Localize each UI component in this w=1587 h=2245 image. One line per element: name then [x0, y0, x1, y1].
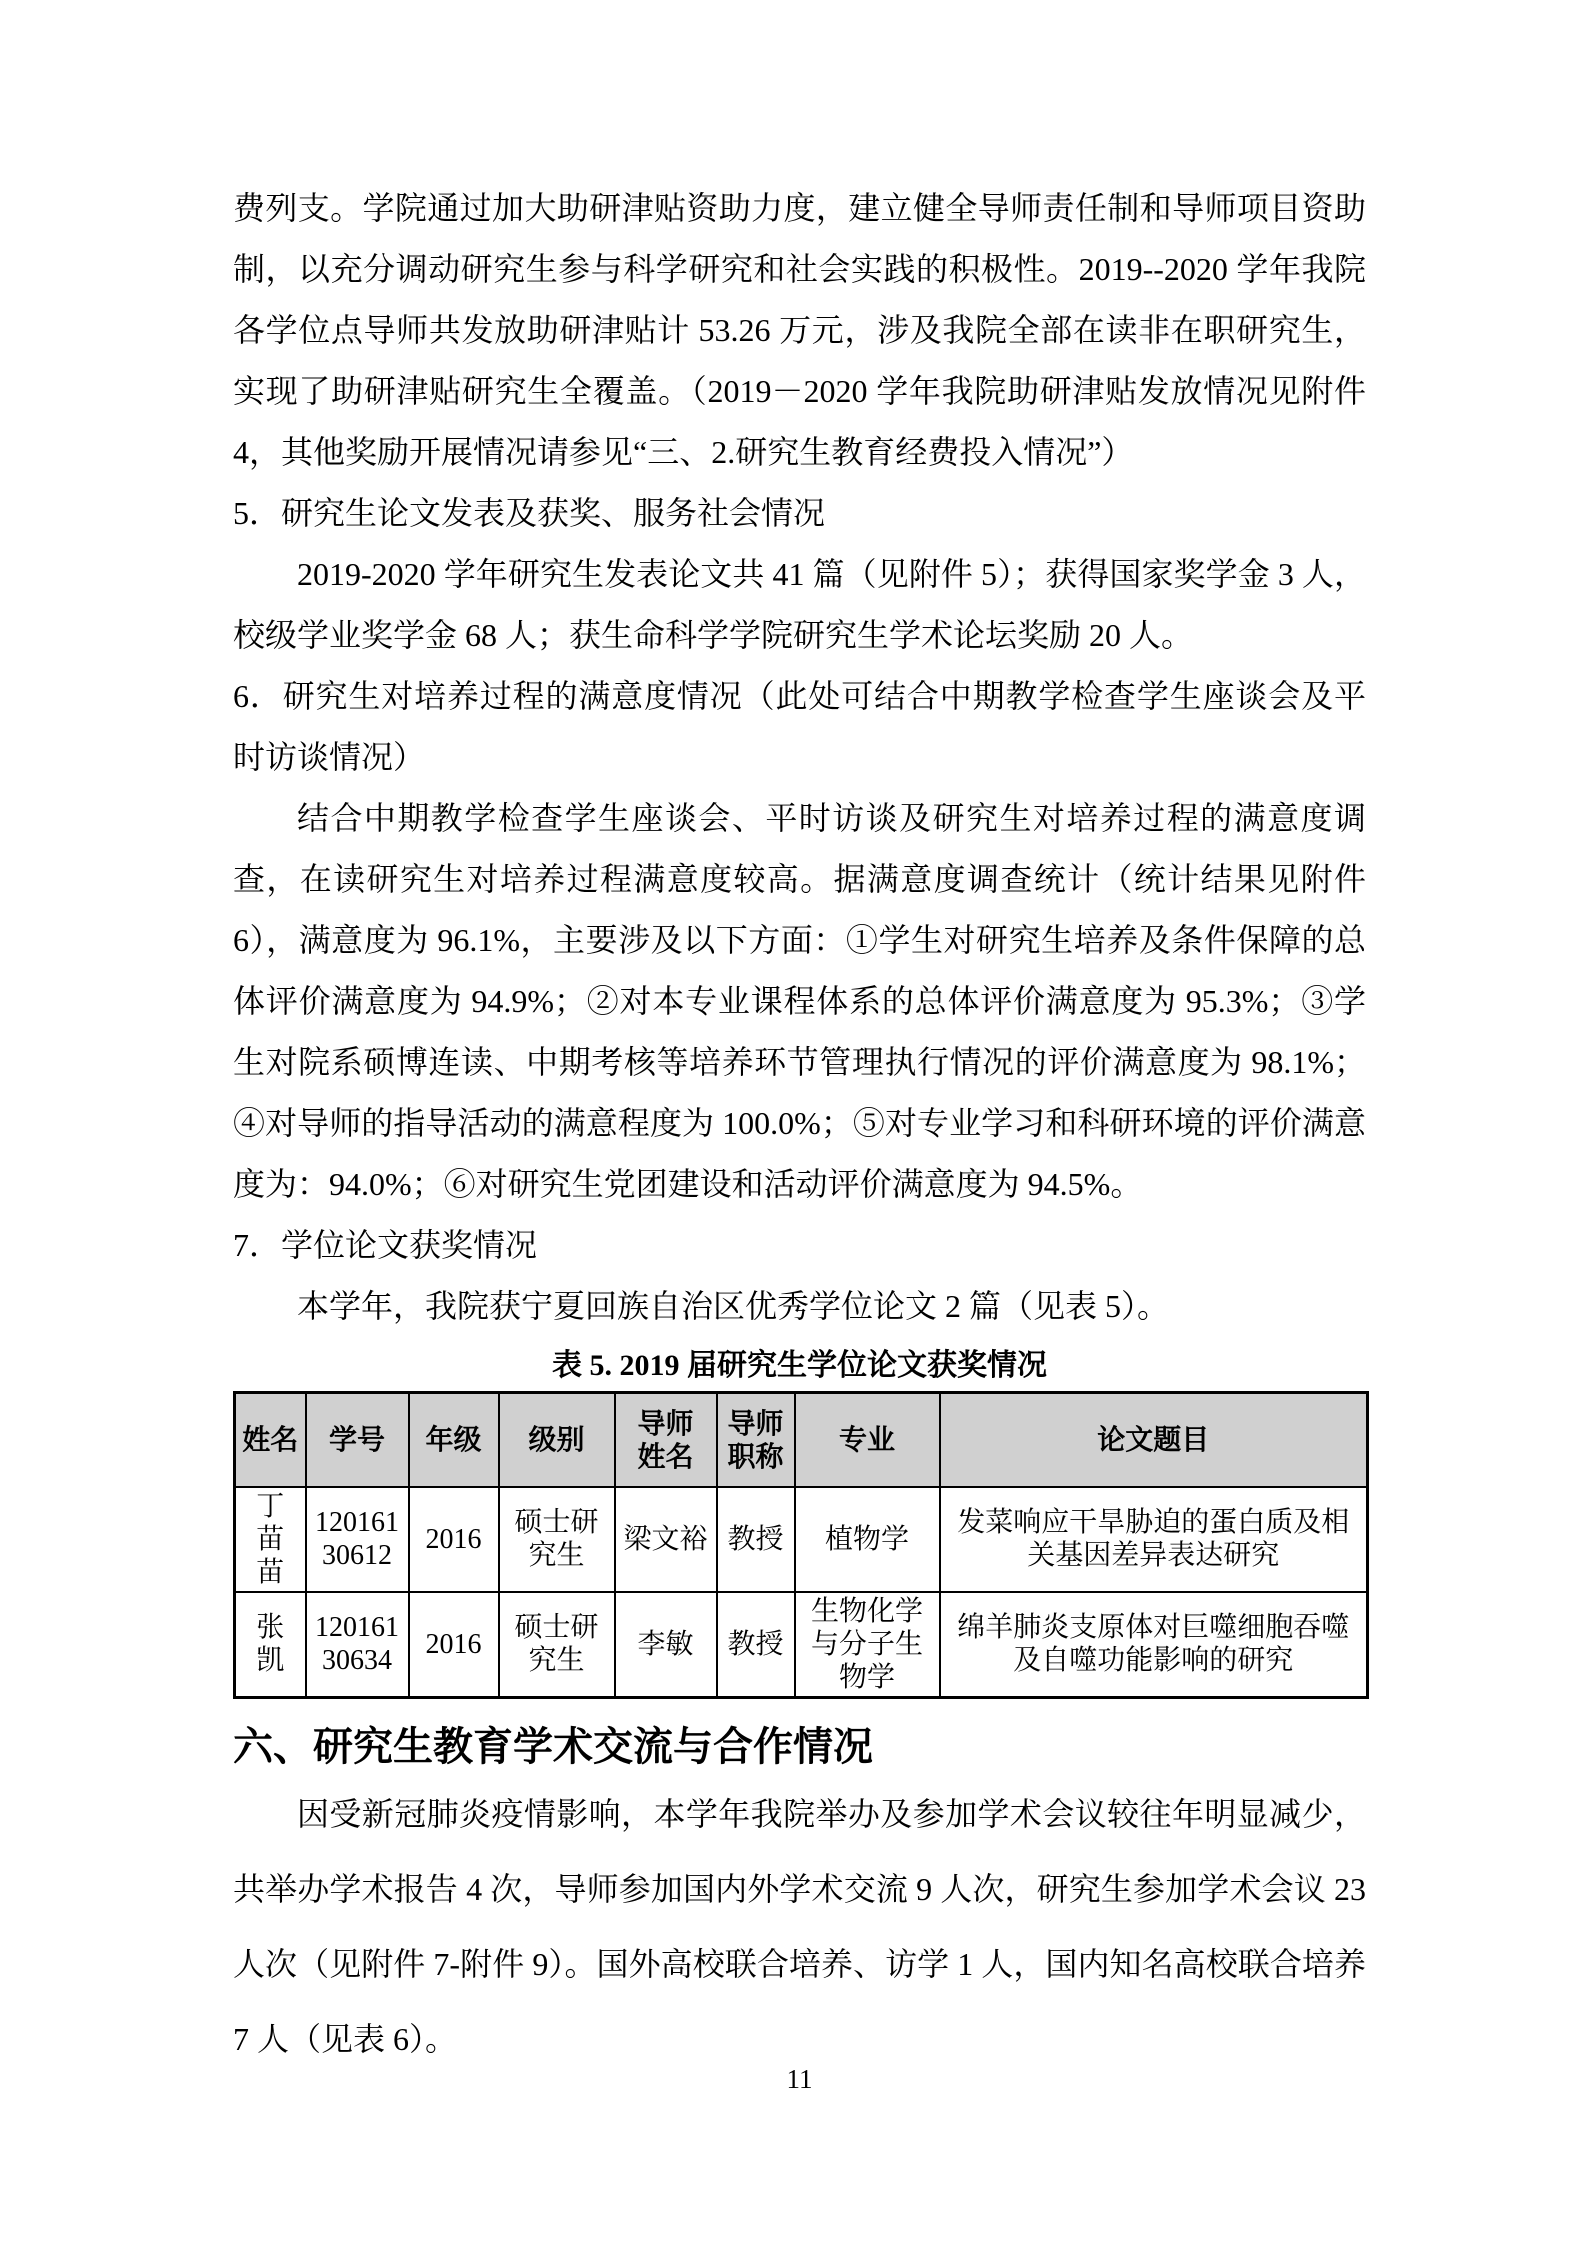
- cell-student-id: 12016130634: [306, 1592, 409, 1698]
- cell-thesis-title: 发菜响应干旱胁迫的蛋白质及相关基因差异表达研究: [940, 1487, 1368, 1592]
- paragraph-item-6: 结合中期教学检查学生座谈会、平时访谈及研究生对培养过程的满意度调查，在读研究生对培养过程满意度较高。据满意度调查统计（统计结果见附件 6），满意度为 96.1%，主要涉及以下方面：①学生对研究生培养及条件保障的总体评价满意度为 94.9%；②对本专业课程体系的总体评价满意度为 95.3%；③学生对院系硕博连读、中期考核等培养环节管理执行情况的评价满意度为 98.1%；④对导师的指导活动的满意程度为 100.0%；⑤对专业学习和科研环境的评价满意度为：94.0%；⑥对研究生党团建设和活动评价满意度为 94.5%。: [233, 800, 1366, 1202]
- cell-grade: 2016: [409, 1592, 499, 1698]
- cell-level: 硕士研究生: [499, 1487, 615, 1592]
- cell-grade: 2016: [409, 1487, 499, 1592]
- paragraph-funding-continuation: 费列支。学院通过加大助研津贴资助力度，建立健全导师责任制和导师项目资助制，以充分调动研究生参与科学研究和社会实践的积极性。2019--2020 学年我院各学位点导师共发放助研津贴计 53.26 万元，涉及我院全部在读非在职研究生，实现了助研津贴研究生全覆盖。（2019－2020 学年我院助研津贴发放情况见附件 4，其他奖励开展情况请参见“三、2.研究生教育经费投入情况”）: [233, 190, 1366, 470]
- cell-name: 丁苗苗: [235, 1487, 306, 1592]
- column-header-name: 姓名: [235, 1393, 306, 1487]
- column-header-thesis-title: 论文题目: [940, 1393, 1368, 1487]
- section-heading-six: 六、研究生教育学术交流与合作情况: [233, 1724, 873, 1769]
- column-header-student-id: 学号: [306, 1393, 409, 1487]
- cell-advisor-name: 李敏: [615, 1592, 717, 1698]
- column-header-level: 级别: [499, 1393, 615, 1487]
- cell-major: 植物学: [795, 1487, 940, 1592]
- column-header-major: 专业: [795, 1393, 940, 1487]
- table5-caption: 表 5. 2019 届研究生学位论文获奖情况: [552, 1349, 1047, 1382]
- cell-level: 硕士研究生: [499, 1592, 615, 1698]
- table-row: [235, 1592, 1368, 1698]
- column-header-grade: 年级: [409, 1393, 499, 1487]
- paragraph-item-5: 2019-2020 学年研究生发表论文共 41 篇（见附件 5）；获得国家奖学金 3 人，校级学业奖学金 68 人；获生命科学学院研究生学术论坛奖励 20 人。: [233, 556, 1366, 653]
- thesis-award-table: [233, 1391, 1369, 1699]
- cell-advisor-name: 梁文裕: [615, 1487, 717, 1592]
- cell-name: 张凯: [235, 1592, 306, 1698]
- paragraph-item-7: 本学年，我院获宁夏回族自治区优秀学位论文 2 篇（见表 5）。: [297, 1288, 1170, 1324]
- column-header-advisor-title: 导师职称: [717, 1393, 795, 1487]
- cell-advisor-title: 教授: [717, 1592, 795, 1698]
- table-row: [235, 1487, 1368, 1592]
- cell-student-id: 12016130612: [306, 1487, 409, 1592]
- cell-advisor-title: 教授: [717, 1487, 795, 1592]
- table-header-row: [235, 1393, 1368, 1487]
- cell-major: 生物化学与分子生物学: [795, 1592, 940, 1698]
- paragraph-section-six: 因受新冠肺炎疫情影响，本学年我院举办及参加学术会议较往年明显减少，共举办学术报告 4 次，导师参加国内外学术交流 9 人次，研究生参加学术会议 23 人次（见附件 7-附件 9）。国外高校联合培养、访学 1 人，国内知名高校联合培养 7 人（见表 6）。: [233, 1795, 1366, 2057]
- heading-item-5: 5．研究生论文发表及获奖、服务社会情况: [233, 495, 826, 531]
- heading-item-6: 6．研究生对培养过程的满意度情况（此处可结合中期教学检查学生座谈会及平时访谈情况）: [233, 678, 1366, 775]
- column-header-advisor-name: 导师姓名: [615, 1393, 717, 1487]
- page-number: 11: [786, 2064, 813, 2094]
- heading-item-7: 7．学位论文获奖情况: [233, 1227, 538, 1263]
- cell-thesis-title: 绵羊肺炎支原体对巨噬细胞吞噬及自噬功能影响的研究: [940, 1592, 1368, 1698]
